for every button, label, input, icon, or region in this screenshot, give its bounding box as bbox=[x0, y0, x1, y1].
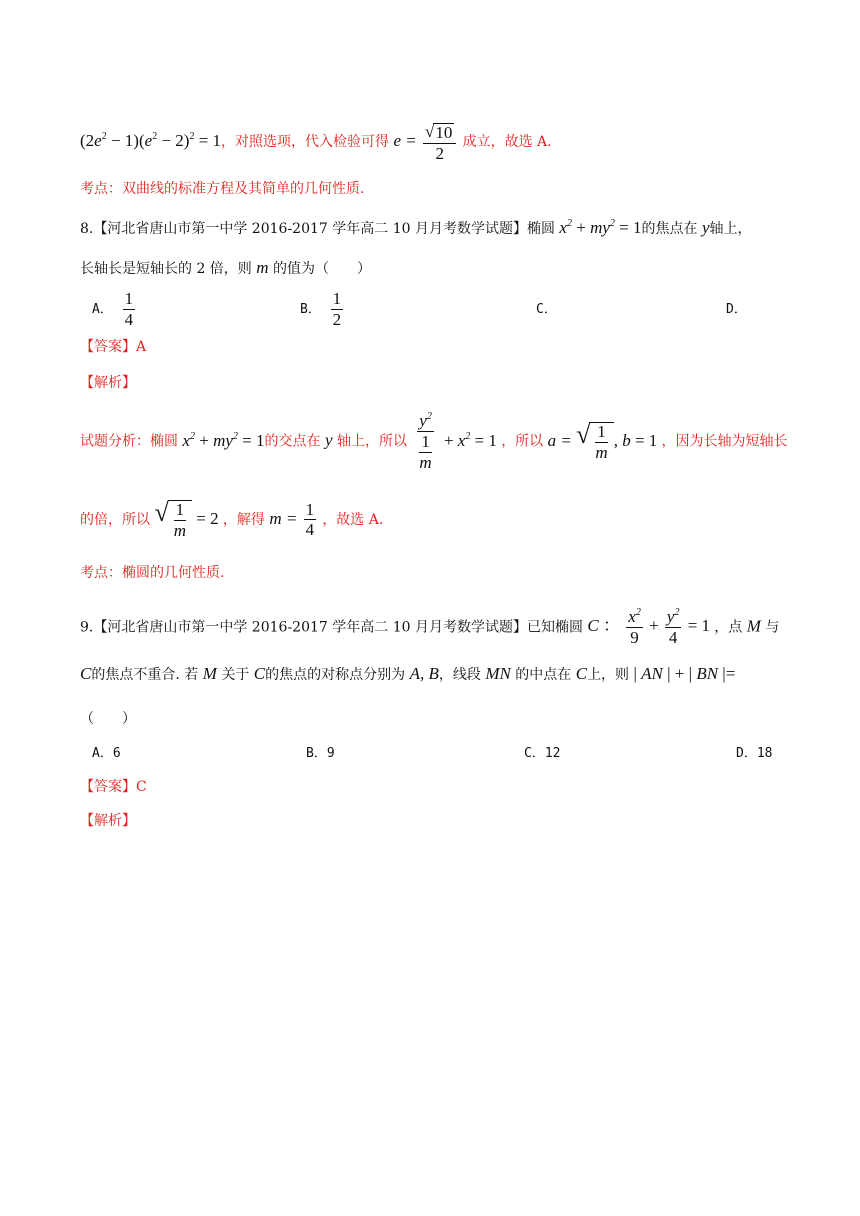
q9-m-1: M bbox=[202, 664, 217, 683]
q8-analysis-sqrt-eq: √ $\frac{1}{m}$ = 2 bbox=[154, 498, 219, 540]
q9-analysis-label: 【解析】 bbox=[80, 813, 136, 829]
q9-stem-line2 bbox=[80, 664, 735, 684]
q8-kaodian: 考点：椭圆的几何性质. bbox=[80, 565, 225, 581]
q9-stem-b: ，点 bbox=[714, 619, 743, 636]
q9-line2-a: 的焦点不重合. 若 bbox=[91, 667, 199, 683]
q9-option-d[interactable]: D．18 bbox=[736, 746, 773, 761]
q9-c-2: C bbox=[253, 664, 266, 683]
q8-analysis-ab: a = √ $\frac{1}{m}$ , b = 1 bbox=[547, 419, 658, 462]
q9-line2-d: ，线段 bbox=[438, 667, 481, 683]
q8-stem-equation: $x^2 + my^2 = 1$ bbox=[559, 218, 642, 237]
q9-c-3: C bbox=[575, 664, 588, 683]
q9-mn: MN bbox=[485, 664, 511, 683]
q8-stem-a: 椭圆 bbox=[526, 221, 555, 237]
q8-option-b[interactable] bbox=[300, 290, 345, 329]
q8-analysis-e: ，因为长轴为短轴长 bbox=[661, 433, 788, 450]
q8-analysis-line1 bbox=[80, 412, 788, 472]
q8-analysis-d: ，所以 bbox=[501, 433, 544, 450]
q9-stem-line1 bbox=[80, 608, 779, 647]
q8-analysis-label: 【解析】 bbox=[80, 375, 136, 391]
q9-option-b[interactable]: B．9 bbox=[306, 746, 335, 761]
q9-source: 【河北省唐山市第一中学 2016-2017 学年高二 10 月月考数学试题】 bbox=[93, 619, 527, 636]
q8-stem-line2 bbox=[80, 258, 371, 278]
q9-c-1: C bbox=[80, 664, 92, 683]
q7-equation: $(2e^2 - 1)(e^2 - 2)^2 = 1$ bbox=[80, 131, 222, 151]
q8-analysis-frac-eq: $\frac{y^2}{\frac{1}{m}}$ + $x^2 = 1$ bbox=[419, 411, 497, 472]
q9-ellipse-eq: C ： $\frac{x^2}{9}$ + $\frac{y^2}{4}$ = 1 bbox=[587, 607, 711, 647]
q9-line2-b: 关于 bbox=[221, 667, 250, 683]
q8-source: 【河北省唐山市第一中学 2016-2017 学年高二 10 月月考数学试题】 bbox=[93, 221, 527, 237]
q8-stem-m: m bbox=[256, 258, 269, 277]
q7-text-a: ，对照选项，代入检验可得 bbox=[221, 134, 390, 151]
q9-sum-expr: | AN | + | BN |= bbox=[633, 664, 736, 683]
q8-analysis-m-value: m = $\frac{1}{4}$ bbox=[269, 499, 315, 540]
q9-stem-line3: （ ） bbox=[80, 711, 136, 727]
q8-option-b-label: B． bbox=[300, 301, 321, 317]
q8-option-a-label: A． bbox=[92, 301, 113, 317]
q8-option-c[interactable]: C． bbox=[536, 302, 557, 317]
q7-text-b: 成立，故选 A. bbox=[462, 134, 552, 151]
q9-stem-c: 与 bbox=[765, 619, 780, 636]
q8-stem-line1 bbox=[80, 218, 751, 238]
q8-analysis-a: 试题分析：椭圆 bbox=[80, 433, 178, 450]
q9-line2-c: 的焦点的对称点分别为 bbox=[265, 667, 406, 683]
q8-stem-line2-text: 长轴长是短轴长的 2 倍，则 bbox=[80, 261, 252, 277]
q9-line2-f: 上，则 bbox=[587, 667, 630, 683]
q7-e-value: e = √ 10 2 bbox=[393, 131, 462, 150]
q8-stem-line2-end: 的值为（ ） bbox=[273, 261, 371, 277]
q9-stem-a: 已知椭圆 bbox=[526, 619, 583, 636]
q8-analysis-line2-a: 的倍，所以 bbox=[80, 511, 150, 528]
q8-analysis-c: 轴上，所以 bbox=[336, 433, 407, 450]
q8-analysis-eq: $x^2 + my^2 = 1$ bbox=[182, 430, 265, 450]
q8-analysis-line2 bbox=[80, 500, 383, 540]
q9-line2-e: 的中点在 bbox=[515, 667, 572, 683]
q8-analysis-b: 的交点在 bbox=[264, 433, 321, 450]
q9-ab: A, B bbox=[409, 664, 439, 683]
q8-analysis-y: y bbox=[324, 430, 333, 450]
q8-option-a-fraction: $\frac{1}{4}$ bbox=[124, 289, 134, 329]
q8-analysis-line2-c: ，故选 A. bbox=[322, 511, 384, 528]
q8-stem-d: 轴上， bbox=[709, 221, 752, 237]
q8-option-b-fraction: $\frac{1}{2}$ bbox=[332, 289, 342, 329]
q8-option-a[interactable] bbox=[92, 290, 137, 329]
q9-number: 9. bbox=[80, 619, 94, 636]
q9-answer: 【答案】C bbox=[80, 779, 147, 795]
q8-answer: 【答案】A bbox=[80, 339, 147, 355]
q8-stem-b: 的焦点在 bbox=[641, 221, 698, 237]
q9-point-m: M bbox=[746, 616, 761, 636]
q8-analysis-line2-b: ，解得 bbox=[222, 511, 265, 528]
q9-option-c[interactable]: C．12 bbox=[524, 746, 561, 761]
q8-option-d[interactable]: D． bbox=[726, 302, 747, 317]
q9-option-a[interactable]: A．6 bbox=[92, 746, 121, 761]
q8-number: 8. bbox=[80, 221, 94, 237]
q8-stem-y: y bbox=[701, 218, 710, 237]
q7-kaodian: 考点：双曲线的标准方程及其简单的几何性质. bbox=[80, 181, 365, 197]
q7-conclusion-line bbox=[80, 122, 552, 162]
